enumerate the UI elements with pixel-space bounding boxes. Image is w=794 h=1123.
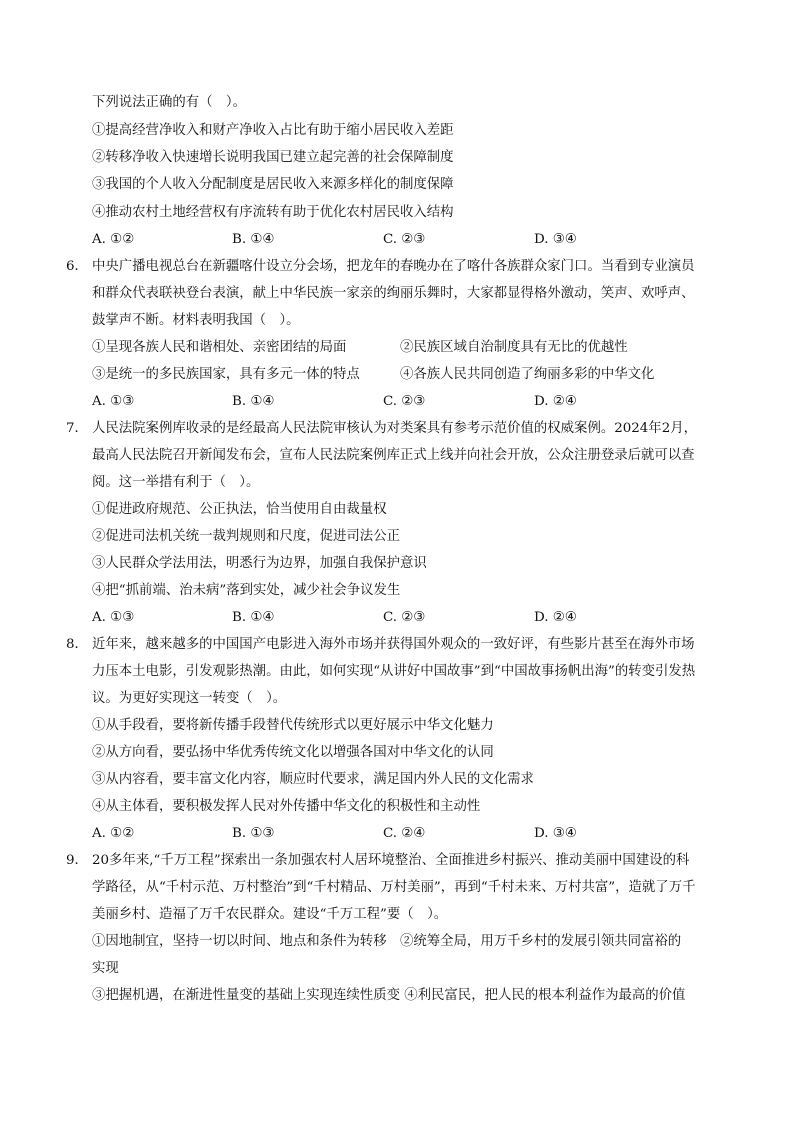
question-5-option-d[interactable]: D. ③④ (534, 232, 577, 247)
question-8-item-1: ①从手段看，要将新传播手段替代传统形式以更好展示中华文化魅力 (92, 718, 494, 733)
question-7-item-1: ①促进政府规范、公正执法，恰当使用自由裁量权 (92, 502, 387, 517)
question-8-option-b[interactable]: B. ①③ (232, 826, 275, 841)
question-6-item-2: ②民族区域自治制度具有无比的优越性 (400, 340, 628, 355)
question-8-item-4: ④从主体看，要积极发挥人民对外传播中华文化的积极性和主动性 (92, 799, 481, 814)
question-6-stem-line-2: 和群众代表联袂登台表演，献上中华民族一家亲的绚丽乐舞时，大家都显得格外激动，笑声、欢呼声、 (92, 286, 695, 301)
question-6-stem-line-3: 鼓掌声不断。材料表明我国（ ）。 (92, 313, 300, 328)
question-9-item-line-2: 实现 (92, 961, 119, 976)
question-7-option-d[interactable]: D. ②④ (534, 610, 577, 625)
question-6-item-1: ①呈现各族人民和谐相处、亲密团结的局面 (92, 340, 347, 355)
question-9-number: 9． (66, 853, 88, 868)
question-5-item-1: ①提高经营净收入和财产净收入占比有助于缩小居民收入差距 (92, 123, 454, 138)
question-7-number: 7． (66, 421, 88, 436)
question-8-option-a[interactable]: A. ①② (92, 826, 135, 841)
question-5-item-4: ④推动农村土地经营权有序流转有助于优化农村居民收入结构 (92, 205, 454, 220)
question-6-option-c[interactable]: C. ②③ (383, 394, 426, 409)
question-5-option-c[interactable]: C. ②③ (383, 232, 426, 247)
question-6-stem-line-1: 中央广播电视总台在新疆喀什设立分会场，把龙年的春晚办在了喀什各族群众家门口。当看到专业演员 (92, 259, 695, 274)
question-7-option-a[interactable]: A. ①③ (92, 610, 135, 625)
question-8-number: 8． (66, 637, 88, 652)
question-9-item-line-3: ③把握机遇，在渐进性量变的基础上实现连续性质变 ④利民富民，把人民的根本利益作为最高的价值 (92, 988, 686, 1003)
question-6-item-3: ③是统一的多民族国家，具有多元一体的特点 (92, 367, 360, 382)
question-7-item-3: ③人民群众学法用法，明悉行为边界，加强自我保护意识 (92, 556, 427, 571)
question-6-number: 6． (66, 259, 88, 274)
question-5-option-a[interactable]: A. ①② (92, 232, 135, 247)
question-5-stem-tail: 下列说法正确的有（ ）。 (92, 95, 246, 110)
question-5-option-b[interactable]: B. ①④ (232, 232, 275, 247)
question-5-item-2: ②转移净收入快速增长说明我国已建立起完善的社会保障制度 (92, 150, 454, 165)
question-7-stem-line-3: 阅。这一举措有利于（ ）。 (92, 475, 260, 490)
question-7-stem-line-2: 最高人民法院召开新闻发布会，宣布人民法院案例库正式上线并向社会开放，公众注册登录后就可以查 (92, 448, 695, 463)
question-8-stem-line-2: 力压本土电影，引发观影热潮。由此，如何实现“从讲好中国故事”到“中国故事扬帆出海”的转变引发热 (92, 664, 696, 679)
question-8-stem-line-1: 近年来，越来越多的中国国产电影进入海外市场并获得国外观众的一致好评，有些影片甚至在海外市场 (92, 637, 695, 652)
question-7-item-4: ④把“抓前端、治未病”落到实处，减少社会争议发生 (92, 583, 401, 598)
question-9-stem-line-2: 学路径，从“千村示范、万村整治”到“千村精品、万村美丽”，再到“千村未来、万村共富”，造就了万千 (92, 880, 696, 895)
question-7-item-2: ②促进司法机关统一裁判规则和尺度，促进司法公正 (92, 529, 400, 544)
question-6-item-4: ④各族人民共同创造了绚丽多彩的中华文化 (400, 367, 655, 382)
question-6-option-d[interactable]: D. ②④ (534, 394, 577, 409)
question-7-stem-line-1: 人民法院案例库收录的是经最高人民法院审核认为对类案具有参考示范价值的权威案例。2024年2月， (92, 421, 698, 436)
question-6-option-a[interactable]: A. ①③ (92, 394, 135, 409)
question-8-item-3: ③从内容看，要丰富文化内容，顺应时代要求，满足国内外人民的文化需求 (92, 772, 534, 787)
question-9-item-line-1: ①因地制宜，坚持一切以时间、地点和条件为转移 ②统筹全局，用万千乡村的发展引领共同富裕的 (92, 934, 682, 949)
question-8-item-2: ②从方向看，要弘扬中华优秀传统文化以增强各国对中华文化的认同 (92, 745, 494, 760)
question-8-option-c[interactable]: C. ②④ (383, 826, 426, 841)
question-9-stem-line-3: 美丽乡村、造福了万千农民群众。建设“千万工程”要（ ）。 (92, 907, 448, 922)
question-8-option-d[interactable]: D. ③④ (534, 826, 577, 841)
question-6-option-b[interactable]: B. ①④ (232, 394, 275, 409)
question-8-stem-line-3: 议。为更好实现这一转变（ ）。 (92, 691, 287, 706)
question-7-option-c[interactable]: C. ②③ (383, 610, 426, 625)
question-9-stem-line-1: 20多年来,“千万工程”探索出一条加强农村人居环境整治、全面推进乡村振兴、推动美丽中国建设的科 (92, 853, 690, 868)
question-7-option-b[interactable]: B. ①④ (232, 610, 275, 625)
question-5-item-3: ③我国的个人收入分配制度是居民收入来源多样化的制度保障 (92, 177, 454, 192)
